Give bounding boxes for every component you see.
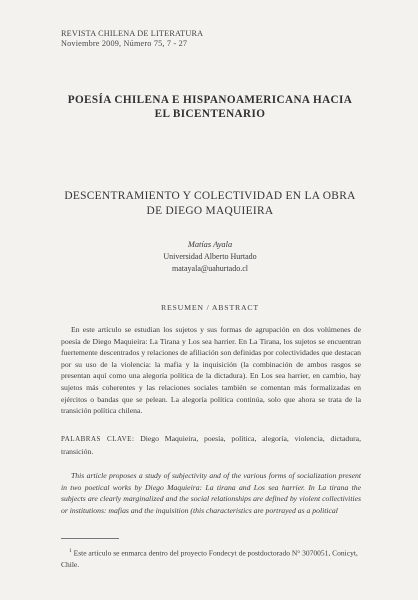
abstract-english: This article proposes a study of subjectivity and of the various forms of socialization present in two poetical works by Diego Maquieira: La tirana and Los sea harrier. In La tirana the subjects are clearly marginalized and the social relationships are defined by violent collectivities or institutions: mafias and the inquisition (this characteristics are portrayed as a political	[61, 471, 361, 515]
footnote-text: Este artículo se enmarca dentro del proyecto Fondecyt de postdoctorado N° 3070051, Conicyt, Chile.	[61, 548, 358, 569]
author-name: Matías Ayala	[187, 240, 233, 249]
footnote	[61, 546, 361, 570]
section-title-line2: EL BICENTENARIO	[154, 108, 266, 120]
section-title	[40, 93, 380, 121]
author-institution: Universidad Alberto Hurtado	[163, 252, 257, 261]
journal-header	[61, 29, 203, 49]
article-title-line2: DE DIEGO MAQUIEIRA	[146, 205, 274, 217]
author-block	[40, 239, 380, 275]
section-title-line1: POESÍA CHILENA E HISPANOAMERICANA HACIA	[67, 94, 353, 106]
journal-name: REVISTA CHILENA DE LITERATURA	[61, 29, 204, 38]
keywords-label: PALABRAS CLAVE:	[61, 435, 135, 443]
footnote-mark: 1	[69, 548, 72, 554]
article-title	[40, 189, 380, 219]
footnote-divider	[61, 538, 119, 539]
keywords	[61, 433, 361, 457]
author-email: matayala@uahurtado.cl	[172, 264, 248, 273]
keywords-text: Diego Maquieira, poesía, política, alegoría, violencia, dictadura, transición.	[61, 434, 361, 456]
abstract-spanish: En este artículo se estudian los sujetos y sus formas de agrupación en dos volúmenes de poesía de Diego Maquieira: La Tirana y Los sea harrier. En La Tirana, los sujetos se encuentran fuertemente descentrados y relaciones de afiliación son definidas por colectividades que destacan por su uso de la violencia: la mafia y la inquisición (la combinación de ambos rasgos se presentan aquí como una alegoría política de la dictadura). En Los sea harrier, en cambio, hay sujetos más coherentes y las relaciones sociales también se comentan más formalizadas en ejércitos o bandas que se pelean. La alegoría política continúa, solo que ahora se trata de la transición política chilena.	[61, 325, 361, 416]
journal-issue: Noviembre 2009, Número 75, 7 - 27	[61, 39, 188, 48]
resumen-heading: RESUMEN / ABSTRACT	[160, 303, 259, 312]
article-title-line1: DESCENTRAMIENTO Y COLECTIVIDAD EN LA OBRA	[64, 190, 356, 202]
